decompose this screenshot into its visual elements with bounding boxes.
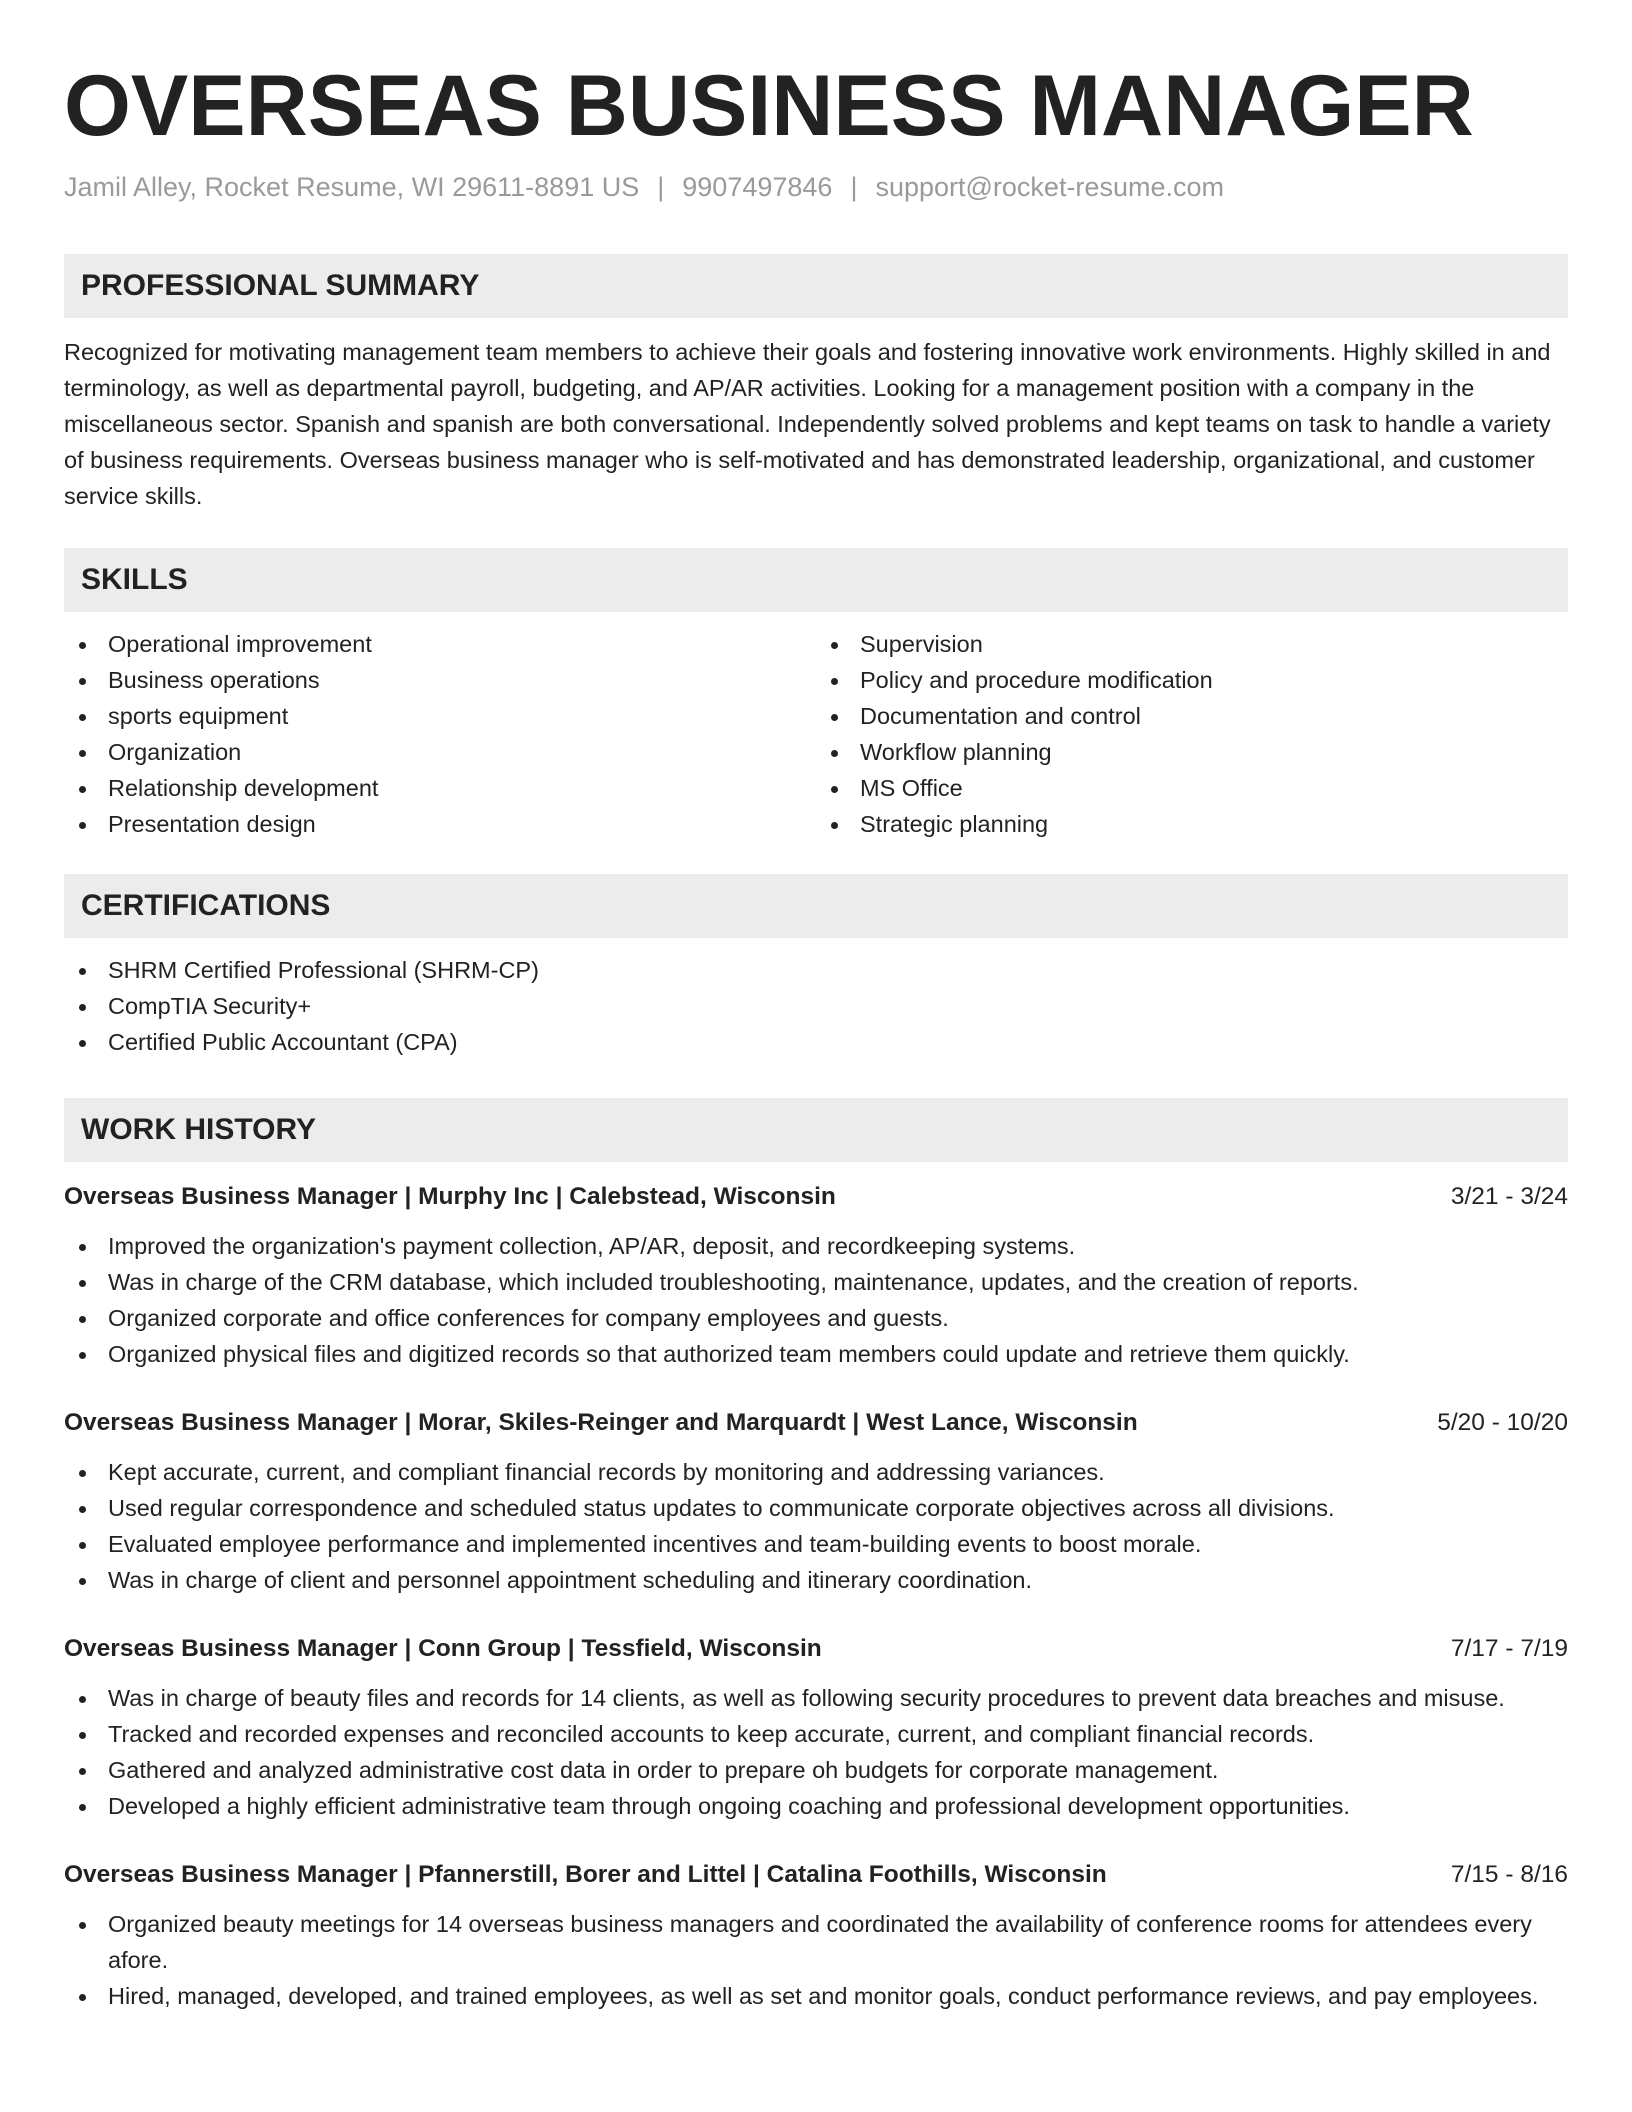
skills-right-list [816,626,1568,842]
skill-item: Organization [64,734,816,770]
skill-item: Operational improvement [64,626,816,662]
job-bullet: Used regular correspondence and scheduled status updates to communicate corporate objectives across all divisions. [64,1490,1568,1526]
job-bullet: Organized beauty meetings for 14 overseas business managers and coordinated the availability of conference rooms for attendees every afore. [64,1906,1568,1978]
summary-heading: PROFESSIONAL SUMMARY [64,254,1568,318]
job-header [64,1632,1568,1666]
skill-item: Relationship development [64,770,816,806]
job-bullets [64,1228,1568,1372]
contact-email: support@rocket-resume.com [875,172,1224,202]
job-bullet: Evaluated employee performance and implemented incentives and team-building events to boost morale. [64,1526,1568,1562]
job-bullet: Kept accurate, current, and compliant financial records by monitoring and addressing variances. [64,1454,1568,1490]
contact-phone: 9907497846 [682,172,833,202]
job-bullet: Developed a highly efficient administrative team through ongoing coaching and professional development opportunities. [64,1788,1568,1824]
skill-item: Supervision [816,626,1568,662]
skill-item: Workflow planning [816,734,1568,770]
job-bullets [64,1680,1568,1824]
job-bullet: Was in charge of beauty files and records for 14 clients, as well as following security procedures to prevent data breaches and misuse. [64,1680,1568,1716]
job-bullet: Organized corporate and office conferences for company employees and guests. [64,1300,1568,1336]
skills-columns [64,626,1568,842]
job-bullet: Organized physical files and digitized records so that authorized team members could update and retrieve them quickly. [64,1336,1568,1372]
work-history-heading: WORK HISTORY [64,1098,1568,1162]
job-entry [64,1858,1568,2014]
skill-item: Policy and procedure modification [816,662,1568,698]
job-dates: 5/20 - 10/20 [1437,1409,1568,1436]
certification-item: SHRM Certified Professional (SHRM-CP) [64,952,1568,988]
contact-address: Jamil Alley, Rocket Resume, WI 29611-8891 US [64,172,640,202]
job-dates: 7/17 - 7/19 [1450,1635,1568,1662]
job-header [64,1406,1568,1440]
certifications-list [64,952,1568,1060]
job-title: Overseas Business Manager | Murphy Inc | Calebstead, Wisconsin [64,1183,836,1210]
contact-separator: | [850,172,858,202]
certification-item: Certified Public Accountant (CPA) [64,1024,1568,1060]
job-bullet: Was in charge of client and personnel appointment scheduling and itinerary coordination. [64,1562,1568,1598]
job-header [64,1180,1568,1214]
job-bullet: Tracked and recorded expenses and reconciled accounts to keep accurate, current, and compliant financial records. [64,1716,1568,1752]
contact-separator: | [657,172,665,202]
job-bullet: Was in charge of the CRM database, which included troubleshooting, maintenance, updates, and the creation of reports. [64,1264,1568,1300]
certifications-heading: CERTIFICATIONS [64,874,1568,938]
skills-left-list [64,626,816,842]
job-bullets [64,1454,1568,1598]
skill-item: sports equipment [64,698,816,734]
job-bullets [64,1906,1568,2014]
job-entry [64,1180,1568,1372]
job-entry [64,1632,1568,1824]
job-dates: 3/21 - 3/24 [1450,1183,1568,1210]
skill-item: Documentation and control [816,698,1568,734]
job-dates: 7/15 - 8/16 [1450,1861,1568,1888]
job-title: Overseas Business Manager | Pfannerstill, Borer and Littel | Catalina Foothills, Wisconsin [64,1861,1107,1888]
skill-item: Presentation design [64,806,816,842]
contact-line [64,170,1568,204]
job-bullet: Improved the organization's payment collection, AP/AR, deposit, and recordkeeping systems. [64,1228,1568,1264]
resume-title: OVERSEAS BUSINESS MANAGER [64,58,1474,154]
job-bullet: Hired, managed, developed, and trained employees, as well as set and monitor goals, conduct performance reviews, and pay employees. [64,1978,1568,2014]
job-entry [64,1406,1568,1598]
skill-item: Business operations [64,662,816,698]
job-title: Overseas Business Manager | Morar, Skiles-Reinger and Marquardt | West Lance, Wisconsin [64,1409,1138,1436]
skill-item: MS Office [816,770,1568,806]
job-bullet: Gathered and analyzed administrative cost data in order to prepare oh budgets for corporate management. [64,1752,1568,1788]
summary-text: Recognized for motivating management team members to achieve their goals and fostering innovative work environments. Highly skilled in and terminology, as well as departmental payroll, budgeting, and AP/AR activities. Looking for a management position with a company in the miscellaneous sector. Spanish and spanish are both conversational. Independently solved problems and kept teams on task to handle a variety of business requirements. Overseas business manager who is self-motivated and has demonstrated leadership, organizational, and customer service skills. [64,339,1551,509]
certification-item: CompTIA Security+ [64,988,1568,1024]
job-title: Overseas Business Manager | Conn Group | Tessfield, Wisconsin [64,1635,822,1662]
skill-item: Strategic planning [816,806,1568,842]
skills-heading: SKILLS [64,548,1568,612]
job-header [64,1858,1568,1892]
